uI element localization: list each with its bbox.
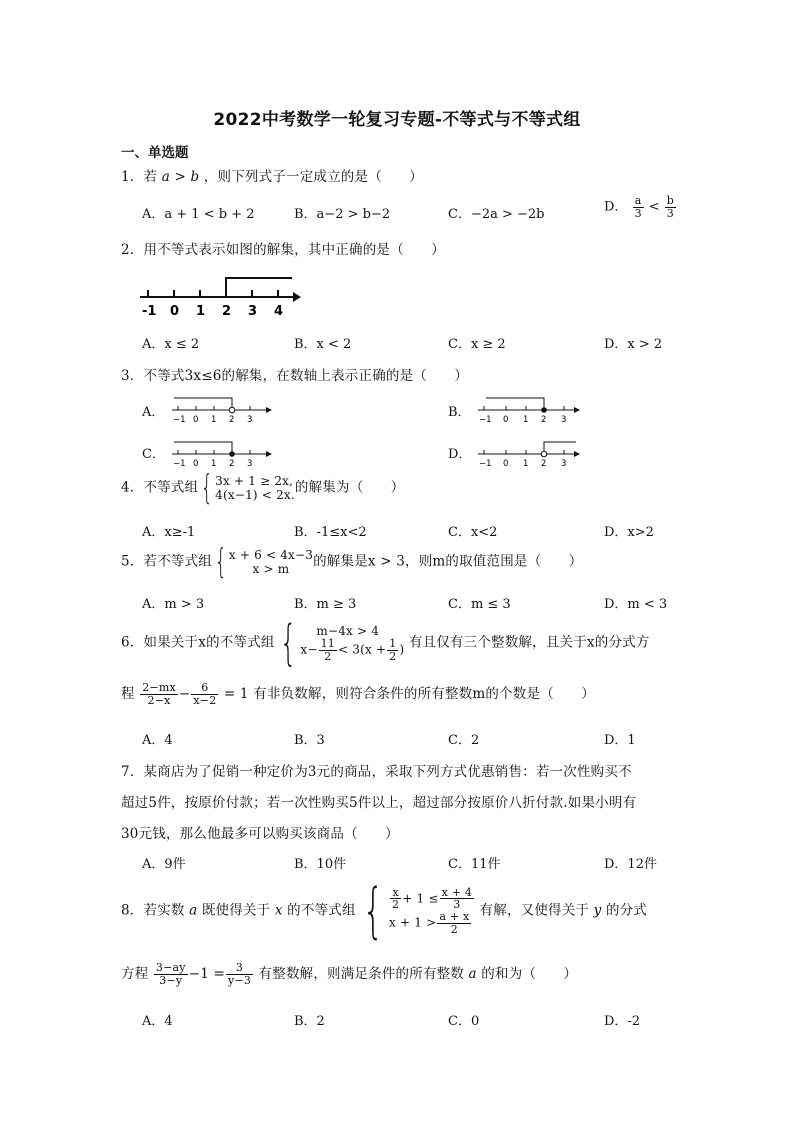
q4-option-d[interactable]: D．x>2	[604, 525, 654, 540]
q8-r2-den: 2	[450, 922, 458, 936]
q4-ineq-1: 3x + 1 ≥ 2x,	[215, 473, 294, 488]
q2-arrow	[293, 292, 301, 302]
q8-var-x: x	[274, 902, 283, 919]
q8-r1-num-2: x + 4	[441, 885, 473, 899]
q1-option-a[interactable]: A．a + 1 < b + 2	[142, 207, 255, 222]
question-2-stem: 2．用不等式表示如图的解集，其中正确的是（ ）	[121, 242, 445, 258]
q8-prefix: 8．若实数	[121, 902, 185, 919]
q7-option-b[interactable]: B．10件	[294, 857, 347, 872]
q3-d-tick: −1	[479, 459, 492, 469]
q1-d-num-1: a	[633, 195, 644, 208]
q6-eq-den-2: x−2	[193, 694, 217, 707]
q3-a-number-line	[170, 393, 275, 425]
q8-option-d[interactable]: D．-2	[604, 1014, 641, 1029]
q8-mid2: 的不等式组	[287, 902, 356, 919]
page-title: 2022中考数学一轮复习专题-不等式与不等式组	[213, 110, 581, 130]
q8-r2-left: x + 1 >	[389, 915, 437, 930]
q8-eq-num-1: 3−ay	[155, 961, 186, 975]
q3-c-number-line	[170, 437, 275, 469]
q8-eq-num-2: 3	[226, 962, 253, 975]
q6-ineq-2-b: < 3(x +	[338, 642, 387, 657]
q5-ineq-1: x + 6 < 4x−3	[228, 547, 314, 562]
q2-tick-label: 1	[196, 304, 206, 319]
q4-ineq-2: 4(x−1) < 2x.	[215, 488, 295, 502]
q6-l2-prefix: 程	[121, 686, 135, 702]
q2-tick-label: -1	[142, 304, 157, 319]
q8-l2-prefix: 方程	[121, 966, 149, 982]
q2-option-a[interactable]: A．x ≤ 2	[142, 337, 200, 352]
q6-option-d[interactable]: D．1	[604, 733, 636, 748]
q6-eq-den-1: 2−x	[147, 694, 171, 707]
q3-a-tick: 2	[229, 415, 235, 425]
q6-ineq-1: m−4x > 4	[316, 623, 380, 638]
q8-option-b[interactable]: B．2	[294, 1014, 325, 1029]
q5-system	[229, 548, 313, 577]
q8-r1-frac-2	[440, 887, 474, 911]
q8-suffix: 有解，又使得关于	[479, 902, 590, 919]
q8-r2-num: a + x	[439, 910, 470, 923]
q8-eq-den-1: 3−y	[159, 974, 183, 987]
q8-var-a: a	[189, 902, 198, 919]
brace-icon: {	[201, 468, 214, 508]
q6-den-1: 2	[324, 649, 332, 663]
brace-icon: {	[279, 615, 297, 671]
q1-d-frac-2	[665, 195, 676, 219]
q3-option-b[interactable]: B．	[448, 405, 471, 420]
q3-option-d[interactable]: D．	[448, 447, 472, 462]
q4-option-a[interactable]: A．x≥-1	[142, 525, 196, 540]
q3-d-tick: 3	[561, 459, 567, 469]
q6-l2-suffix: 有非负数解，则符合条件的所有整数m的个数是（ ）	[253, 686, 596, 702]
q2-tick-label: 3	[248, 304, 258, 319]
q6-eq-frac-1	[140, 682, 178, 706]
brace-icon: {	[362, 876, 384, 946]
q6-eq-num-2: 6	[191, 682, 218, 695]
q3-b-tick: 3	[561, 415, 567, 425]
q3-b-tick: 2	[541, 415, 547, 425]
q6-eq-rest: = 1	[223, 686, 249, 702]
question-5-stem	[121, 542, 583, 582]
question-8-stem	[121, 876, 648, 946]
q1-option-c[interactable]: C．−2a > −2b	[448, 207, 545, 222]
q8-var-y: y	[593, 902, 602, 919]
section-heading: 一、单选题	[121, 145, 189, 161]
q2-solution-bracket	[226, 278, 292, 297]
question-7-line-1: 7．某商店为了促销一种定价为3元的商品，采取下列方式优惠销售：若一次性购买不	[121, 764, 632, 780]
q1-option-b[interactable]: B．a−2 > b−2	[294, 207, 391, 222]
q6-den-2: 2	[389, 649, 397, 663]
q2-option-d[interactable]: D．x > 2	[604, 337, 663, 352]
q4-option-b[interactable]: B．-1≤x<2	[294, 525, 367, 540]
q3-b-tick: −1	[479, 415, 492, 425]
q3-option-c[interactable]: C．	[142, 447, 165, 462]
q1-prefix: 1．若	[121, 169, 158, 185]
q6-eq-minus: −	[178, 686, 191, 702]
q3-c-tick: 1	[211, 459, 217, 469]
q7-option-c[interactable]: C．11件	[448, 857, 501, 872]
q6-option-b[interactable]: B．3	[294, 733, 325, 748]
q8-ineq-1	[389, 887, 475, 911]
q1-d-den-2: 3	[666, 206, 674, 220]
q8-l2-var: a	[468, 966, 477, 982]
q4-suffix: 的解集为（ ）	[294, 479, 405, 496]
q8-l2-suffix: 有整数解，则满足条件的所有整数	[258, 966, 465, 982]
q8-r1-mid: + 1 ≤	[402, 891, 439, 906]
q6-suffix: 有且仅有三个整数解，且关于x的分式方	[408, 634, 650, 651]
q3-b-tick: 0	[503, 415, 509, 425]
q3-d-tick: 1	[523, 459, 529, 469]
q5-prefix: 5．若不等式组	[121, 553, 212, 570]
q4-option-c[interactable]: C．x<2	[448, 525, 498, 540]
q8-suffix2: 的分式	[605, 902, 648, 919]
q6-num-2: 1	[389, 637, 397, 651]
q8-eq-den-2: y−3	[228, 974, 252, 987]
q3-c-tick: −1	[173, 459, 186, 469]
q3-c-tick: 0	[193, 459, 199, 469]
question-4-stem	[121, 468, 405, 508]
q8-ineq-2	[389, 911, 475, 935]
q1-suffix: ，则下列式子一定成立的是（ ）	[203, 169, 423, 185]
q1-d-num-2: b	[666, 194, 674, 207]
q8-option-a[interactable]: A．4	[142, 1014, 173, 1029]
q5-option-a[interactable]: A．m > 3	[142, 597, 205, 612]
q8-option-c[interactable]: C．0	[448, 1014, 480, 1029]
q2-tick-label: 4	[274, 304, 284, 319]
q3-c-tick: 2	[229, 459, 235, 469]
q8-r2-frac	[437, 911, 471, 935]
q6-frac-1	[319, 638, 337, 662]
q2-option-b[interactable]: B．x < 2	[294, 337, 352, 352]
q3-option-a[interactable]: A．	[142, 405, 165, 420]
q6-prefix: 6．如果关于x的不等式组	[121, 634, 275, 651]
q3-d-tick: 2	[541, 459, 547, 469]
q1-condition: a > b	[161, 169, 200, 185]
q1-d-op: <	[648, 199, 660, 215]
q2-tick-label: 2	[222, 304, 232, 319]
q2-option-c[interactable]: C．x ≥ 2	[448, 337, 506, 352]
q6-option-a[interactable]: A．4	[142, 733, 173, 748]
q8-r1-frac-1	[390, 887, 401, 911]
question-3-stem: 3．不等式3x≤6的解集，在数轴上表示正确的是（ ）	[121, 368, 469, 384]
q6-ineq-2	[300, 638, 404, 662]
q6-frac-2	[387, 638, 398, 662]
q8-eq-frac-1	[154, 962, 188, 986]
q3-b-number-line	[476, 393, 586, 425]
q3-a-tick: 0	[193, 415, 199, 425]
q8-mid: 既使得关于	[201, 902, 271, 919]
q6-eq-num-1: 2−mx	[142, 681, 176, 695]
q5-suffix: 的解集是x > 3，则m的取值范围是（ ）	[313, 553, 583, 570]
q4-prefix: 4．不等式组	[121, 479, 199, 496]
question-8-line-2	[121, 962, 577, 987]
q3-c-tick: 3	[247, 459, 253, 469]
q1-d-den-1: 3	[634, 206, 642, 220]
q5-option-d[interactable]: D．m < 3	[604, 597, 668, 612]
q8-l2-end: 的和为（ ）	[481, 966, 578, 982]
q6-eq-frac-2	[191, 682, 218, 706]
q5-ineq-2: x > m	[252, 562, 290, 576]
question-6-stem	[121, 615, 650, 671]
q1-option-d[interactable]	[604, 195, 677, 219]
q6-num-1: 11	[320, 637, 335, 651]
q8-eq-mid: −1 =	[188, 966, 226, 982]
q4-system	[215, 474, 295, 503]
q6-ineq-2-a: x−	[300, 642, 318, 657]
q1-d-frac-1	[633, 195, 644, 219]
q3-a-tick: 3	[247, 415, 253, 425]
q7-option-d[interactable]: D．12件	[604, 857, 657, 872]
q8-r1-den-2: 3	[453, 898, 461, 912]
q7-option-a[interactable]: A．9件	[142, 857, 186, 872]
q5-option-c[interactable]: C．m ≤ 3	[448, 597, 511, 612]
q3-a-tick: −1	[173, 415, 186, 425]
q8-r1-den-1: 2	[392, 898, 400, 912]
question-6-line-2	[121, 682, 595, 707]
q8-system	[389, 887, 475, 935]
q6-option-c[interactable]: C．2	[448, 733, 480, 748]
q2-number-line	[138, 270, 303, 320]
q5-option-b[interactable]: B．m ≥ 3	[294, 597, 357, 612]
q3-d-tick: 0	[503, 459, 509, 469]
q3-b-tick: 1	[523, 415, 529, 425]
q6-system	[300, 624, 404, 662]
brace-icon: {	[214, 542, 227, 582]
q3-d-number-line	[476, 437, 586, 469]
q3-a-tick: 1	[211, 415, 217, 425]
question-1-stem	[121, 165, 423, 185]
question-7-line-2: 超过5件，按原价付款；若一次性购买5件以上，超过部分按原价八折付款.如果小明有	[121, 795, 637, 811]
q8-r1-num-1: x	[390, 887, 401, 900]
question-7-line-3: 30元钱，那么他最多可以购买该商品（ ）	[121, 826, 399, 842]
q2-tick-label: 0	[170, 304, 180, 319]
q6-ineq-2-c: )	[399, 642, 405, 657]
q8-eq-frac-2	[226, 962, 253, 986]
q1-option-d-label: D．	[604, 199, 628, 215]
